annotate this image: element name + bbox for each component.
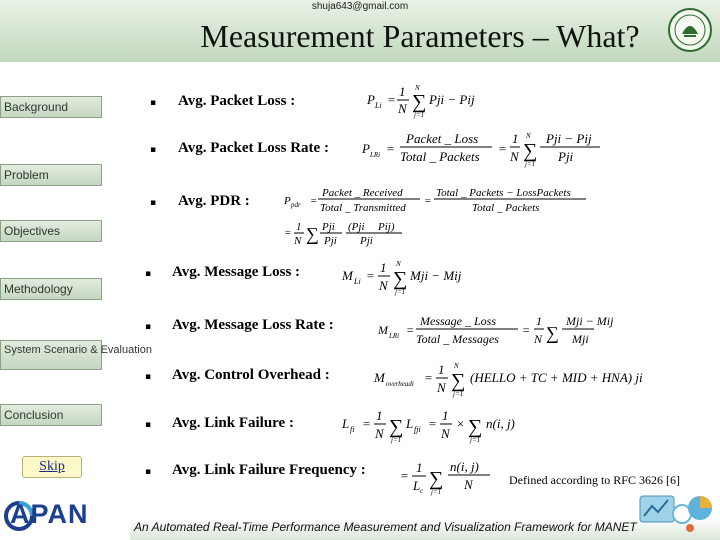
svg-text:n(i, j): n(i, j)	[486, 416, 515, 431]
network-chart-art-icon	[634, 484, 718, 538]
param-avg-link-failure: Avg. Link Failure :	[172, 415, 294, 431]
svg-text:Message _ Loss: Message _ Loss	[420, 314, 497, 328]
svg-text:1: 1	[296, 221, 302, 233]
svg-text:1: 1	[399, 84, 406, 99]
svg-text:N: N	[534, 332, 543, 346]
svg-text:∑: ∑	[429, 468, 444, 490]
svg-text:L: L	[406, 416, 414, 431]
bullet-icon: ▪	[145, 269, 152, 279]
svg-text:LRi: LRi	[389, 332, 400, 340]
svg-text:=: =	[424, 195, 432, 207]
svg-text:N: N	[526, 132, 531, 140]
svg-text:N: N	[398, 101, 407, 116]
svg-text:∑: ∑	[393, 268, 408, 290]
svg-text:P: P	[362, 141, 370, 156]
param-avg-message-loss-rate: Avg. Message Loss Rate :	[172, 317, 334, 333]
svg-text:j=1: j=1	[453, 390, 464, 398]
svg-text:(Pji: (Pji	[348, 221, 365, 233]
svg-text:j=1: j=1	[470, 436, 481, 444]
svg-text:=: =	[284, 227, 292, 239]
param-avg-packet-loss: Avg. Packet Loss :	[178, 93, 296, 109]
param-avg-packet-loss-rate: Avg. Packet Loss Rate :	[178, 140, 329, 156]
svg-text:Mji − Mij: Mji − Mij	[410, 268, 462, 283]
svg-text:j=1: j=1	[525, 160, 536, 168]
svg-text:LRi: LRi	[370, 151, 381, 159]
svg-text:j=1: j=1	[391, 436, 402, 444]
bullet-icon: ▪	[150, 98, 157, 108]
svg-text:(HELLO + TC + MID + HNA) ji: (HELLO + TC + MID + HNA) ji	[470, 370, 643, 385]
svg-text:=: =	[522, 323, 531, 337]
footer-text: An Automated Real-Time Performance Measurement and Visualization Framework for MANET	[134, 520, 637, 534]
slide-footer	[130, 518, 720, 540]
svg-text:∑: ∑	[389, 416, 404, 438]
packet-loss-rate-formula	[360, 130, 610, 170]
svg-text:N: N	[415, 84, 420, 92]
svg-text:1: 1	[438, 362, 445, 377]
svg-text:Pji: Pji	[360, 235, 373, 247]
link-failure-formula	[340, 406, 550, 446]
param-avg-link-failure-frequency: Avg. Link Failure Frequency :	[172, 462, 366, 478]
svg-text:fji: fji	[414, 425, 421, 434]
rfc-note: Defined according to RFC 3626 [6]	[509, 473, 680, 487]
svg-text:Total _ Packets − LossPackets: Total _ Packets − LossPackets	[436, 187, 571, 199]
svg-text:∑: ∑	[306, 224, 319, 244]
svg-text:∑: ∑	[451, 370, 466, 392]
svg-text:fi: fi	[350, 425, 355, 434]
svg-text:Packet _ Loss: Packet _ Loss	[406, 131, 479, 146]
svg-text:Pji: Pji	[324, 235, 337, 247]
svg-text:∑: ∑	[523, 140, 538, 162]
pdr-formula	[282, 184, 592, 250]
svg-text:P: P	[284, 195, 291, 207]
svg-text:Pji: Pji	[558, 149, 574, 164]
svg-text:Mji: Mji	[572, 332, 589, 346]
svg-text:∑: ∑	[468, 416, 483, 438]
svg-text:overheadi: overheadi	[386, 380, 414, 388]
university-seal-icon	[668, 8, 712, 52]
link-failure-frequency-formula	[398, 458, 508, 498]
bullet-icon: ▪	[145, 467, 152, 477]
svg-text:n(i, j): n(i, j)	[450, 459, 479, 474]
svg-text:N: N	[379, 278, 388, 293]
nav-item-methodology[interactable]: Methodology	[0, 278, 102, 300]
svg-text:N: N	[510, 149, 519, 164]
svg-text:M: M	[378, 323, 388, 337]
nav-item-conclusion[interactable]: Conclusion	[0, 404, 102, 426]
svg-text:N: N	[464, 477, 473, 492]
svg-text:=: =	[310, 195, 318, 207]
bullet-icon: ▪	[150, 198, 157, 208]
bullet-icon: ▪	[150, 145, 157, 155]
svg-text:L: L	[413, 478, 421, 493]
svg-text:j=1: j=1	[431, 488, 442, 496]
svg-text:N: N	[294, 235, 302, 247]
svg-text:×: ×	[456, 416, 465, 431]
svg-text:Total _ Packets: Total _ Packets	[400, 149, 480, 164]
svg-text:=: =	[387, 92, 396, 107]
svg-text:Li: Li	[354, 277, 361, 286]
svg-text:1: 1	[442, 408, 449, 423]
message-loss-rate-formula	[376, 312, 614, 352]
param-avg-control-overhead: Avg. Control Overhead :	[172, 367, 330, 383]
svg-text:M: M	[342, 268, 353, 283]
nav-item-problem[interactable]: Problem	[0, 164, 102, 186]
svg-text:Pji − Pij: Pji − Pij	[429, 92, 475, 107]
bullet-icon: ▪	[145, 372, 152, 382]
nav-item-objectives[interactable]: Objectives	[0, 220, 102, 242]
packet-loss-formula	[365, 82, 485, 120]
svg-text:=: =	[424, 370, 433, 385]
nav-item-background[interactable]: Background	[0, 96, 102, 118]
bullet-icon: ▪	[145, 420, 152, 430]
svg-text:L: L	[342, 416, 350, 431]
svg-text:N: N	[441, 426, 450, 441]
slide-title: Measurement Parameters – What?	[200, 18, 640, 54]
svg-text:=: =	[400, 468, 409, 483]
svg-text:M: M	[374, 370, 385, 385]
control-overhead-formula	[372, 360, 672, 400]
svg-text:∑: ∑	[546, 323, 559, 343]
svg-text:=: =	[498, 141, 507, 156]
param-avg-message-loss: Avg. Message Loss :	[172, 264, 301, 280]
param-avg-pdr: Avg. PDR :	[178, 193, 250, 209]
svg-text:=: =	[428, 416, 437, 431]
svg-text:Mji − Mij: Mji − Mij	[566, 314, 614, 328]
svg-text:Pji: Pji	[322, 221, 335, 233]
svg-text:=: =	[366, 268, 375, 283]
svg-text:1: 1	[416, 460, 423, 475]
svg-text:∑: ∑	[412, 91, 427, 113]
nav-item-system-scenario[interactable]: System Scenario & Evaluation	[0, 340, 102, 370]
svg-text:N: N	[396, 260, 401, 268]
svg-text:N: N	[437, 380, 446, 395]
svg-text:pdr: pdr	[291, 201, 301, 209]
svg-text:Total _ Transmitted: Total _ Transmitted	[320, 202, 406, 214]
skip-button[interactable]: Skip	[22, 456, 82, 478]
slide-header	[0, 0, 720, 62]
author-email: shuja643@gmail.com	[311, 1, 409, 12]
svg-text:Pji − Pij: Pji − Pij	[546, 131, 592, 146]
svg-text:1: 1	[512, 131, 519, 146]
svg-text:j=1: j=1	[414, 111, 425, 119]
svg-text:N: N	[454, 362, 459, 370]
svg-text:c: c	[420, 487, 424, 495]
apan-logo-text: APAN	[10, 499, 89, 529]
svg-text:Total _ Messages: Total _ Messages	[416, 332, 499, 346]
svg-text:Li: Li	[375, 101, 382, 110]
svg-text:Total _ Packets: Total _ Packets	[472, 202, 540, 214]
svg-text:=: =	[386, 141, 395, 156]
svg-text:1: 1	[536, 314, 542, 328]
svg-text:N: N	[375, 426, 384, 441]
svg-text:1: 1	[376, 408, 383, 423]
svg-text:j=1: j=1	[395, 288, 406, 296]
svg-text:Pij): Pij)	[378, 221, 395, 233]
svg-text:Packet _ Received: Packet _ Received	[322, 187, 403, 199]
svg-text:P: P	[367, 92, 375, 107]
svg-text:=: =	[362, 416, 371, 431]
svg-text:1: 1	[380, 260, 387, 275]
svg-text:=: =	[406, 323, 415, 337]
bullet-icon: ▪	[145, 322, 152, 332]
message-loss-formula	[340, 258, 470, 298]
